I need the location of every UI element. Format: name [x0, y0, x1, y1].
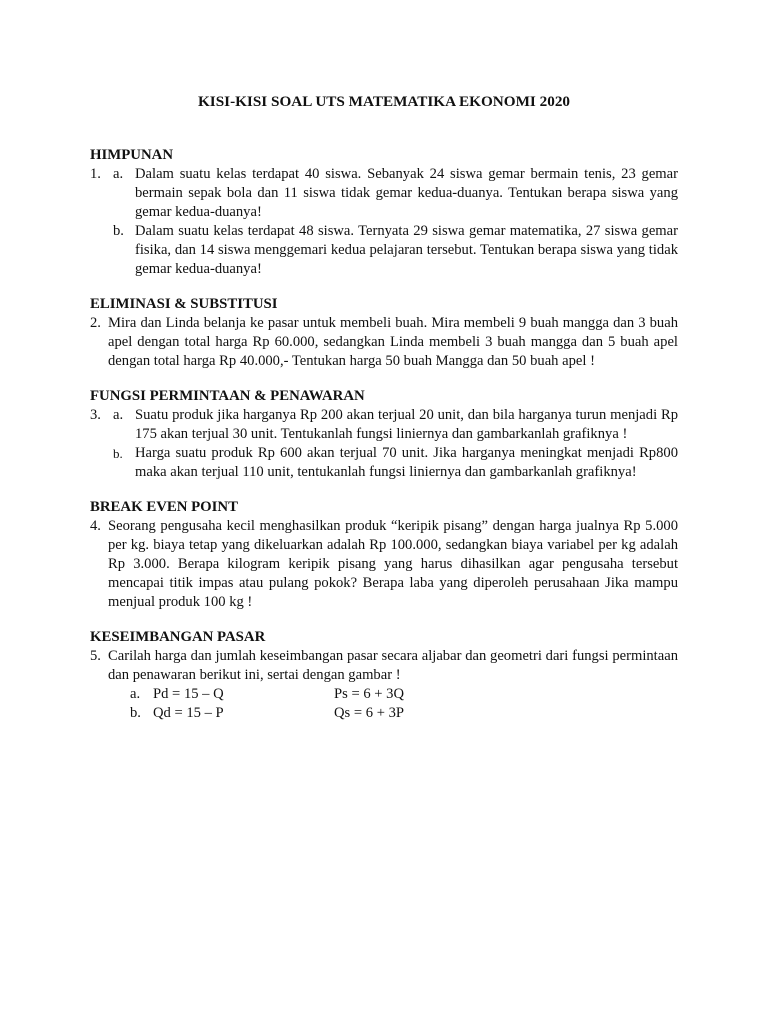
- sub-question-text: Suatu produk jika harganya Rp 200 akan terjual 20 unit, dan bila harganya turun menjadi Rp 175 akan terjual 30 unit. Tentukanlah fungsi liniernya dan gambarkanlah grafiknya !: [135, 407, 678, 442]
- question-number: 5.: [90, 648, 101, 664]
- question-item: [90, 165, 678, 279]
- sub-question-letter: a.: [113, 407, 124, 423]
- document-title: KISI-KISI SOAL UTS MATEMATIKA EKONOMI 2020: [197, 93, 571, 110]
- equation-row: [130, 704, 678, 723]
- sub-question-letter: b.: [113, 223, 124, 239]
- section-himpunan: [90, 146, 678, 279]
- section-fungsi-permintaan-penawaran: [90, 387, 678, 482]
- sub-question-text: Dalam suatu kelas terdapat 48 siswa. Ternyata 29 siswa gemar matematika, 27 siswa gemar fisika, dan 14 siswa menggemari kedua pelajaran tersebut. Tentukan berapa siswa yang tidak gemar kedua-duanya!: [135, 223, 678, 277]
- question-text: Mira dan Linda belanja ke pasar untuk membeli buah. Mira membeli 9 buah mangga dan 3 buah apel dengan total harga Rp 60.000, sedangkan Linda membeli 3 buah mangga dan 5 buah apel dengan total harga Rp 40.000,- Tentukan harga 50 buah Mangga dan 50 buah apel !: [108, 315, 678, 369]
- sub-question: [108, 444, 678, 482]
- sub-question-text: Dalam suatu kelas terdapat 40 siswa. Sebanyak 24 siswa gemar bermain tenis, 23 gemar bermain sepak bola dan 11 siswa tidak gemar kedua-duanya. Tentukan berapa siswa yang gemar kedua-duanya!: [135, 166, 678, 220]
- question-item: [90, 314, 678, 371]
- section-heading: ELIMINASI & SUBSTITUSI: [90, 296, 278, 312]
- question-item: [90, 406, 678, 482]
- sub-question-letter: b.: [113, 446, 123, 461]
- sub-question: [108, 165, 678, 222]
- section-break-even-point: [90, 498, 678, 612]
- question-item: [90, 517, 678, 612]
- question-number: 3.: [90, 407, 101, 423]
- question-text: Seorang pengusaha kecil menghasilkan produk “keripik pisang” dengan harga jualnya Rp 5.000 per kg. biaya tetap yang dikeluarkan adalah Rp 100.000, sedangkan biaya variabel per kg adalah Rp 3.000. Berapa kilogram keripik pisang yang harus dihasilkan agar pengusaha tersebut mencapai titik impas atau pulang pokok? Berapa laba yang diperoleh perusahaan Jika mampu menjual produk 100 kg !: [108, 518, 678, 610]
- question-number: 1.: [90, 166, 101, 182]
- demand-function: Pd = 15 – Q: [153, 686, 224, 702]
- section-heading: HIMPUNAN: [90, 147, 174, 163]
- question-number: 4.: [90, 518, 101, 534]
- equation-letter: b.: [130, 705, 141, 721]
- equation-letter: a.: [130, 686, 141, 702]
- section-heading: FUNGSI PERMINTAAN & PENAWARAN: [90, 388, 365, 404]
- document-page: [90, 92, 678, 739]
- demand-function: Qd = 15 – P: [153, 705, 224, 721]
- supply-function: Ps = 6 + 3Q: [334, 686, 404, 702]
- sub-question: [108, 406, 678, 444]
- section-eliminasi-substitusi: [90, 295, 678, 371]
- section-heading: KESEIMBANGAN PASAR: [90, 629, 266, 645]
- section-heading: BREAK EVEN POINT: [90, 499, 238, 515]
- question-number: 2.: [90, 315, 101, 331]
- section-keseimbangan-pasar: [90, 628, 678, 723]
- equation-row: [130, 685, 678, 704]
- supply-function: Qs = 6 + 3P: [334, 705, 404, 721]
- sub-question-letter: a.: [113, 166, 124, 182]
- sub-question-text: Harga suatu produk Rp 600 akan terjual 70 unit. Jika harganya meningkat menjadi Rp800 maka akan terjual 110 unit, tentukanlah fungsi liniernya dan gambarkanlah grafiknya!: [135, 445, 678, 480]
- question-item: [90, 647, 678, 723]
- question-text: Carilah harga dan jumlah keseimbangan pasar secara aljabar dan geometri dari fungsi permintaan dan penawaran berikut ini, sertai dengan gambar !: [108, 648, 678, 683]
- sub-question: [108, 222, 678, 279]
